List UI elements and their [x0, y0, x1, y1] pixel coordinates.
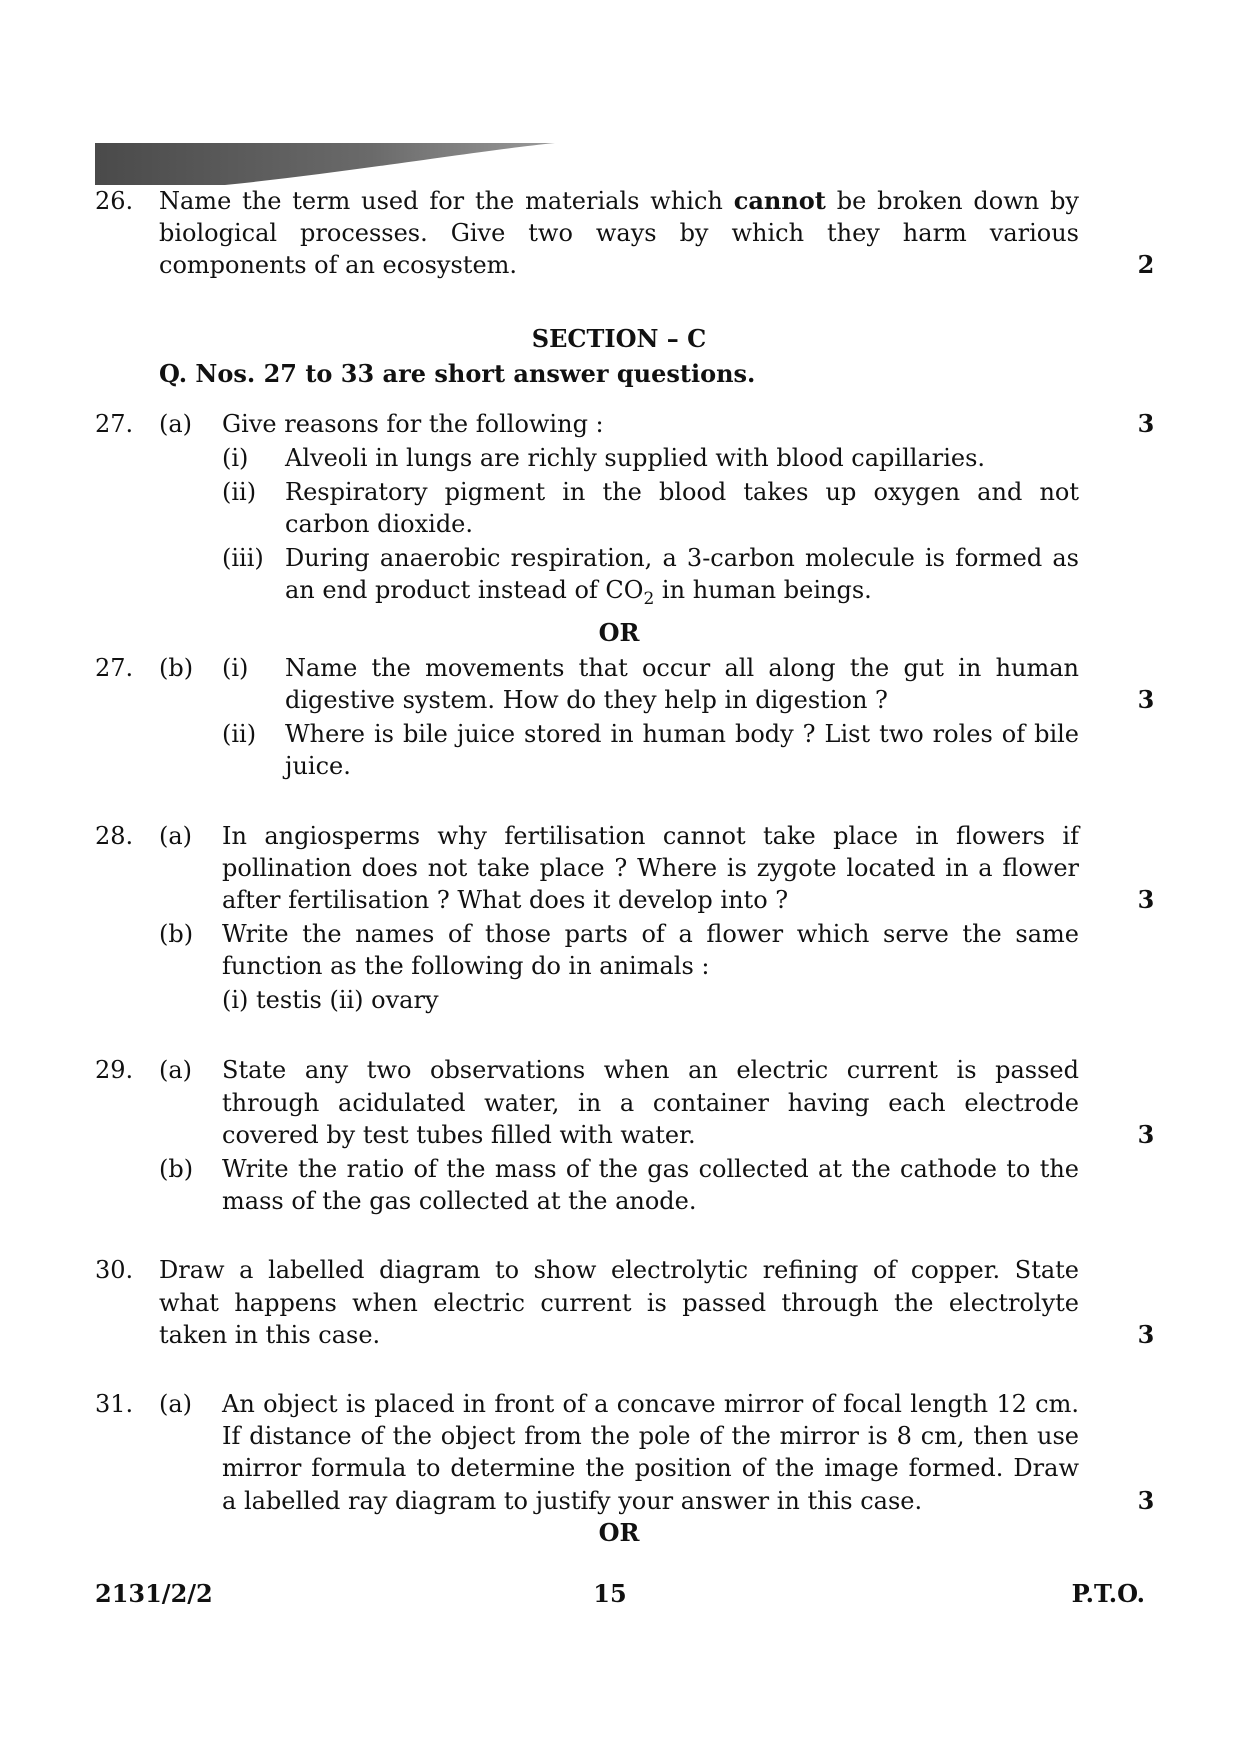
q26-text-post: be broken down by [836, 187, 1079, 215]
q27a-stem: Give reasons for the following : [222, 410, 604, 438]
paper-code: 2131/2/2 [95, 1579, 213, 1608]
q27a-i-text: Alveoli in lungs are richly supplied with blood capillaries. [285, 444, 986, 472]
header-decorative-bar [95, 143, 560, 185]
q30-line-3: taken in this case. [159, 1321, 381, 1349]
question-number: 28. [95, 822, 134, 850]
q28b-line-3: (i) testis (ii) ovary [222, 986, 439, 1014]
part-label: (b) [159, 920, 194, 948]
q29a-line-2: through acidulated water, in a container having each electrode [222, 1089, 1079, 1117]
part-label: (a) [159, 822, 193, 850]
subpart-label: (iii) [222, 544, 264, 572]
subpart-label: (ii) [222, 478, 257, 506]
or-divider: OR [598, 618, 640, 647]
q30-line-1: Draw a labelled diagram to show electrolytic refining of copper. State [159, 1256, 1079, 1284]
q29a-line-3: covered by test tubes filled with water. [222, 1121, 696, 1149]
q27a-iii-text-post: in human beings. [654, 576, 872, 604]
q28a-line-1: In angiosperms why fertilisation cannot take place in flowers if [222, 822, 1079, 850]
or-divider: OR [598, 1518, 640, 1547]
subpart-label: (i) [222, 444, 249, 472]
q31a-line-3: mirror formula to determine the position of the image formed. Draw [222, 1454, 1079, 1482]
question-number: 27. [95, 654, 134, 682]
q26-text-pre: Name the term used for the materials which [159, 187, 723, 215]
q26-line-1 [159, 186, 1079, 215]
question-number: 31. [95, 1390, 134, 1418]
q29b-line-1: Write the ratio of the mass of the gas collected at the cathode to the [222, 1155, 1079, 1183]
marks: 3 [1137, 1120, 1155, 1149]
q28a-line-2: pollination does not take place ? Where is zygote located in a flower [222, 854, 1079, 882]
marks: 3 [1137, 1320, 1155, 1349]
q28b-line-1: Write the names of those parts of a flower which serve the same [222, 920, 1079, 948]
q31a-line-1: An object is placed in front of a concave mirror of focal length 12 cm. [222, 1390, 1079, 1418]
q30-line-2: what happens when electric current is passed through the electrolyte [159, 1289, 1079, 1317]
q27b-i-line-2: digestive system. How do they help in digestion ? [285, 686, 888, 714]
q27b-i-line-1: Name the movements that occur all along the gut in human [285, 654, 1079, 682]
q31a-line-4: a labelled ray diagram to justify your answer in this case. [222, 1487, 923, 1515]
subpart-label: (i) [222, 654, 249, 682]
question-number: 30. [95, 1256, 134, 1284]
part-label: (b) [159, 1155, 194, 1183]
q27b-ii-line-2: juice. [285, 752, 351, 780]
q26-text-bold: cannot [733, 186, 826, 215]
q28b-line-2: function as the following do in animals : [222, 952, 710, 980]
subpart-label: (ii) [222, 720, 257, 748]
question-number: 27. [95, 410, 134, 438]
subscript: 2 [643, 589, 655, 609]
part-label: (a) [159, 1056, 193, 1084]
marks: 3 [1137, 1486, 1155, 1515]
marks: 2 [1137, 250, 1155, 279]
q27b-ii-line-1: Where is bile juice stored in human body ? List two roles of bile [285, 720, 1079, 748]
section-title: SECTION – C [531, 324, 707, 353]
part-label: (a) [159, 410, 193, 438]
q26-line-2: biological processes. Give two ways by which they harm various [159, 219, 1079, 247]
part-label: (b) [159, 654, 194, 682]
q28a-line-3: after fertilisation ? What does it develop into ? [222, 886, 789, 914]
question-number: 29. [95, 1056, 134, 1084]
q31a-line-2: If distance of the object from the pole of the mirror is 8 cm, then use [222, 1422, 1079, 1450]
q27a-ii-line-1: Respiratory pigment in the blood takes up oxygen and not [285, 478, 1079, 506]
q27a-iii-line-2 [285, 576, 872, 609]
marks: 3 [1137, 685, 1155, 714]
question-number: 26. [95, 187, 134, 215]
q27a-iii-line-1: During anaerobic respiration, a 3-carbon molecule is formed as [285, 544, 1079, 572]
q29a-line-1: State any two observations when an electric current is passed [222, 1056, 1079, 1084]
page-number: 15 [593, 1579, 627, 1608]
section-instruction: Q. Nos. 27 to 33 are short answer questions. [159, 359, 756, 388]
pto-label: P.T.O. [1071, 1579, 1145, 1608]
q27a-iii-text-pre: an end product instead of CO [285, 576, 644, 604]
q26-line-3: components of an ecosystem. [159, 251, 518, 279]
marks: 3 [1137, 409, 1155, 438]
q29b-line-2: mass of the gas collected at the anode. [222, 1187, 697, 1215]
q27a-ii-line-2: carbon dioxide. [285, 510, 474, 538]
part-label: (a) [159, 1390, 193, 1418]
marks: 3 [1137, 885, 1155, 914]
